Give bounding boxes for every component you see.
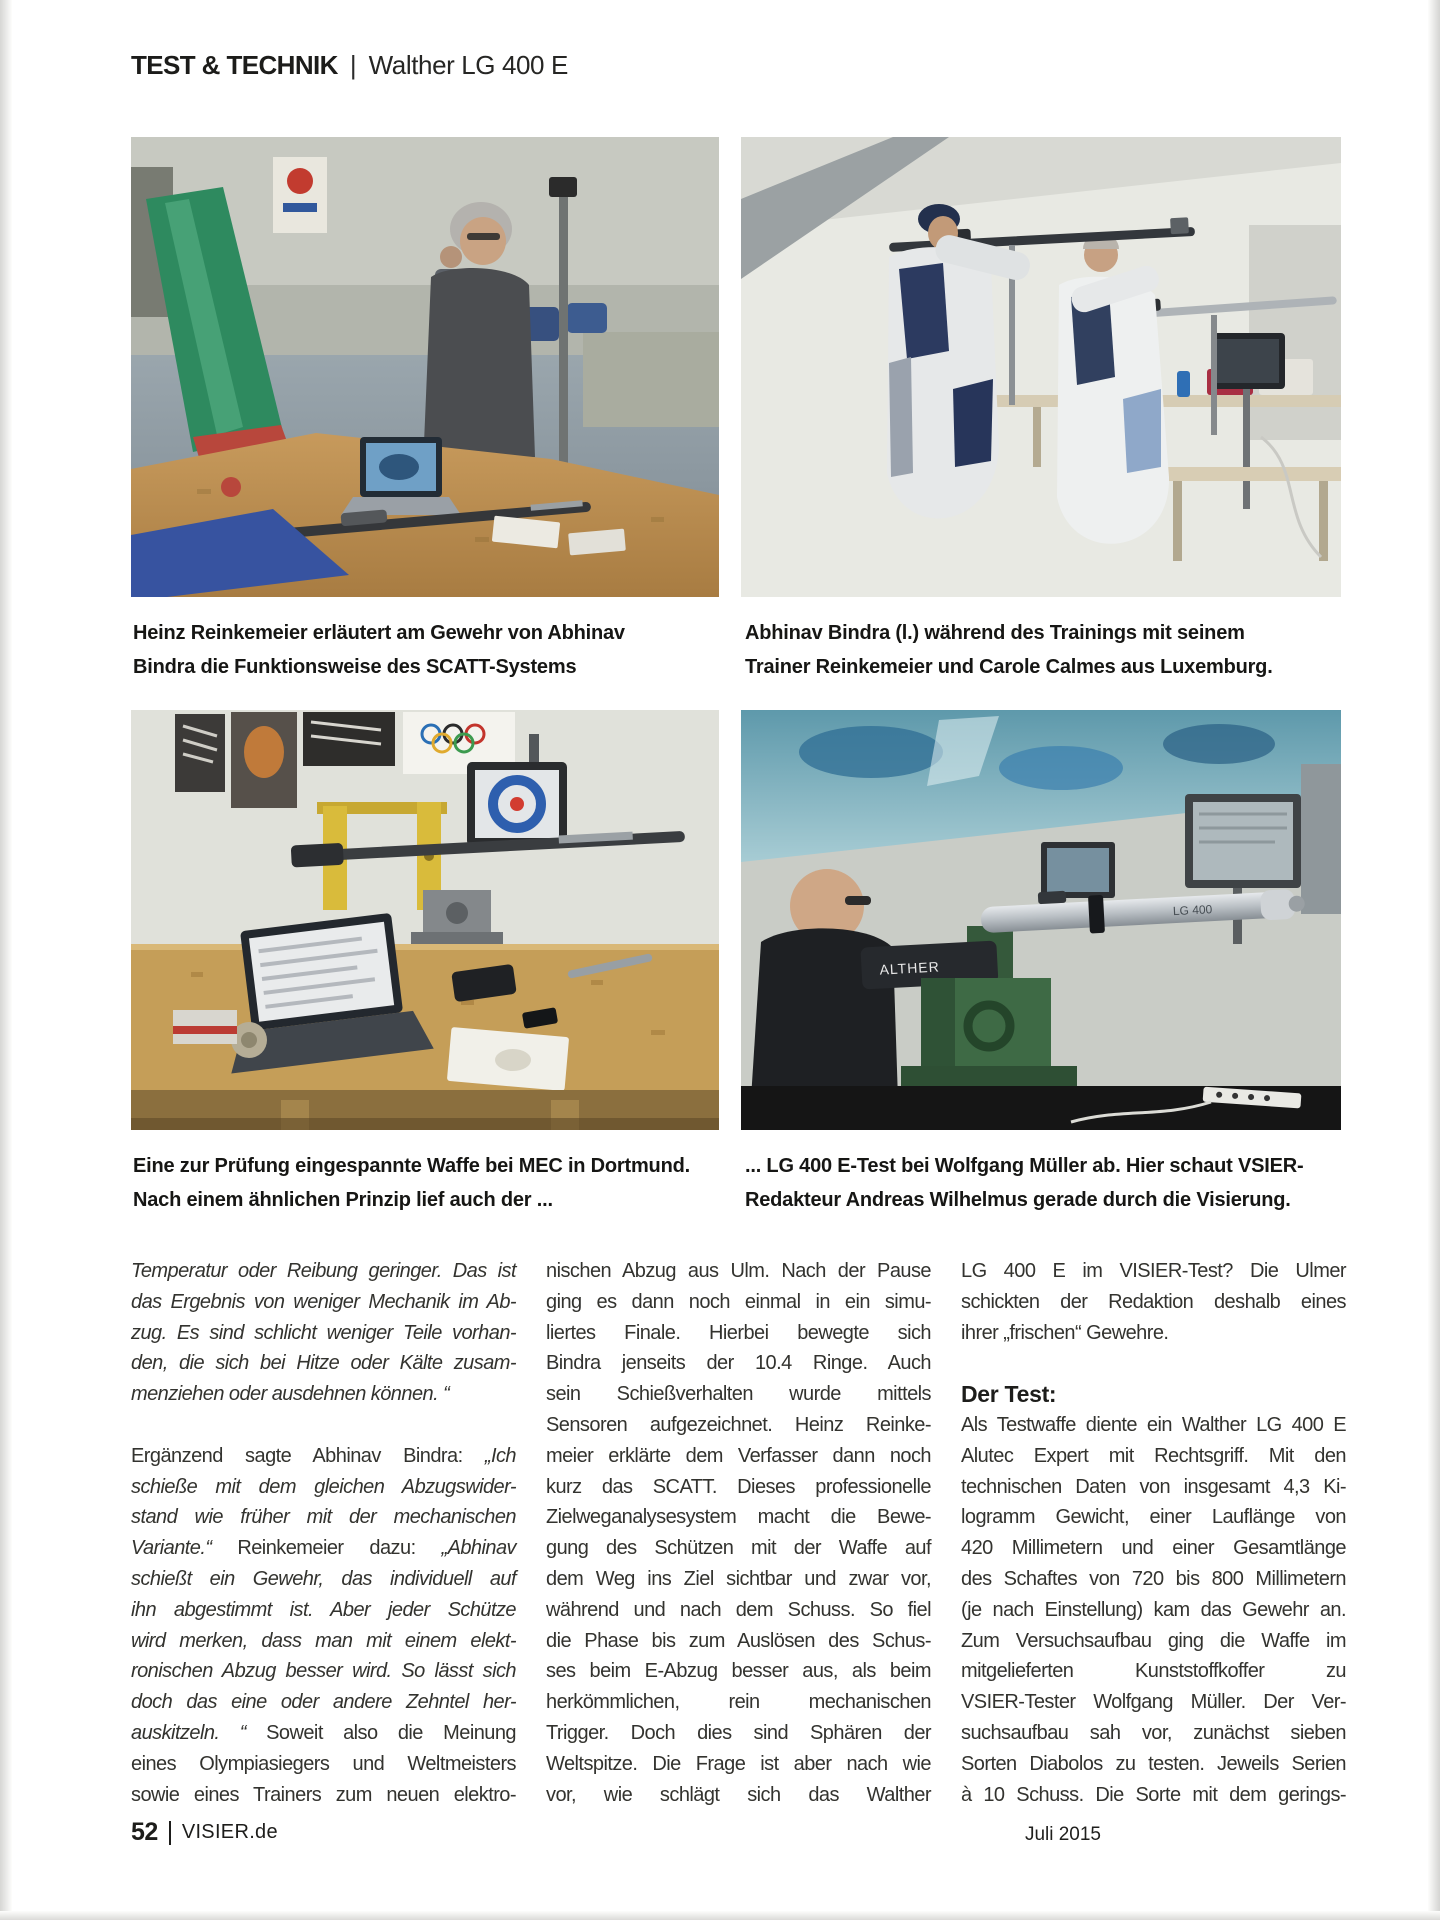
article-line: LG 400 E im VISIER-Test? Die Ulmer [961,1260,1346,1282]
stock-brand-label: ALTHER [879,958,941,978]
issue-date: Juli 2015 [1024,1824,1101,1845]
article-line: Sorten Diabolos zu testen. Jeweils Serien [961,1752,1346,1775]
article-line: ronischen Abzug besser wird. So lässt sich [131,1660,516,1683]
article-line: sein Schießverhalten wurde mittels [546,1383,931,1406]
article-line: ihn abgestimmt ist. Aber jeder Schütze [131,1598,516,1621]
article-line: Weltspitze. Die Frage ist aber nach wie [546,1752,931,1775]
photo-bindra-training [741,137,1341,597]
article-topic: Walther LG 400 E [368,50,568,80]
photo-illustration-range-table [131,137,719,597]
article-line: à 10 Schuss. Die Sorte mit dem gerings- [961,1783,1346,1806]
article-line: kurz das SCATT. Dieses professionelle [546,1475,931,1498]
camera-stand-shape [559,195,568,487]
article-line: schießt ein Gewehr, das individuell auf [131,1567,516,1590]
caption-line: Nach einem ähnlichen Prinzip lief auch der ... [133,1188,553,1211]
article-line: zug. Es sind schlicht weniger Teile vorhan- [131,1321,516,1344]
article-line: während und nach dem Schuss. So fiel [546,1598,931,1621]
photo-caption [133,617,625,684]
scan-edge-left [0,0,12,1920]
poster-shape [175,714,225,792]
article-line: (je nach Einstellung) kam das Gewehr an. [961,1598,1346,1621]
article-line: Zum Versuchsaufbau ging die Waffe im [961,1629,1346,1652]
article-line: 420 Millimetern und einer Gesamtlänge [961,1537,1346,1560]
scan-edge-right [1428,0,1440,1920]
article-line: auskitzeln. “ Soweit also die Meinung [131,1721,517,1744]
article-line: logramm Gewicht, einer Lauflänge von [961,1506,1346,1529]
photo-caption [745,1150,1303,1217]
article-line: mitgelieferten Kunststoffkoffer zu [961,1660,1346,1683]
paragraph-gap [961,1348,1346,1379]
photo-lg400-machine-rest [741,710,1341,1130]
photo-illustration-workbench [131,710,719,1130]
article-column-1 [131,1256,516,1810]
article-line: wird merken, dass man mit einem elekt- [131,1629,516,1652]
trainer-figure [460,217,506,265]
article-line: schickten der Redaktion deshalb eines [961,1290,1346,1313]
footer-divider [169,1821,171,1845]
paragraph-gap [131,1410,516,1441]
article-line: Zielweganalysesystem macht die Bewe- [546,1506,931,1529]
barrel-model-label: LG 400 [1172,902,1213,919]
article-line: ses beim E-Abzug besser aus, als beim [546,1660,931,1683]
article-line: doch das eine oder andere Zehntel her- [131,1691,516,1714]
article-line: den, die sich bei Hitze oder Kälte zusam- [131,1352,516,1375]
article-line: eines Olympiasiegers und Weltmeisters [131,1752,516,1775]
caption-line: ... LG 400 E-Test bei Wolfgang Müller ab. Hier schaut VSIER- [745,1155,1304,1177]
photo-reinkemeier-scatt [131,137,719,597]
section-kicker: TEST & TECHNIK [131,50,338,80]
caption-line: Heinz Reinkemeier erläutert am Gewehr von Abhinav [133,622,625,644]
photo-illustration-shooters [741,137,1341,597]
article-line: die Phase bis zum Auslösen des Schus- [546,1629,931,1652]
article-line: menziehen oder ausdehnen können. “ [131,1383,450,1406]
article-line: Temperatur oder Reibung geringer. Das ist [131,1260,516,1282]
article-line: sowie eines Trainers zum neuen elektro- [131,1783,516,1806]
article-line: das Ergebnis von weniger Mechanik im Ab- [131,1290,516,1313]
article-line: Variante.“ Reinkemeier dazu: „Abhinav [131,1537,516,1560]
article-line: ging es dann noch einmal in ein simu- [546,1290,931,1313]
article-column-2 [546,1256,931,1810]
article-line: stand wie früher mit der mechanischen [131,1506,516,1529]
article-line: Alutec Expert mit Rechtsgriff. Mit den [961,1444,1346,1467]
article-line: Als Testwaffe diente ein Walther LG 400 E [961,1413,1346,1436]
caption-line: Abhinav Bindra (l.) während des Trainings mit seinem [745,622,1245,644]
caption-line: Redakteur Andreas Wilhelmus gerade durch die Visierung. [745,1188,1291,1211]
article-line: herkömmlichen, rein mechanischen [546,1691,931,1714]
article-line: schieße mit dem gleichen Abzugswider- [131,1475,516,1498]
chair-shape [567,303,607,333]
caption-line: Eine zur Prüfung eingespannte Waffe bei MEC in Dortmund. [133,1155,690,1177]
article-line: des Schaftes von 720 bis 800 Millimetern [961,1567,1346,1590]
photo-caption [133,1150,690,1217]
caption-line: Bindra die Funktionsweise des SCATT-Systems [133,655,577,678]
article-line: ihrer „frischen“ Gewehre. [961,1321,1169,1344]
article-line: suchsaufbau sah vor, zunächst sieben [961,1721,1346,1744]
subheading: Der Test: [961,1381,1057,1408]
photo-caption [745,617,1273,684]
site-name: VISIER.de [181,1821,278,1843]
scan-edge-bottom [0,1911,1440,1920]
table-shape [1161,467,1341,481]
page-footer [131,1818,278,1847]
article-line: Ergänzend sagte Abhinav Bindra: „Ich [131,1444,516,1467]
article-line: nischen Abzug aus Ulm. Nach der Pause [546,1260,931,1282]
article-line: liertes Finale. Hierbei bewegte sich [546,1321,931,1344]
page-header [131,50,568,81]
article-line: gung des Schützen mit der Waffe auf [546,1537,931,1560]
article-line: Sensoren aufgezeichnet. Heinz Reinke- [546,1413,931,1436]
article-line: Bindra jenseits der 10.4 Ringe. Auch [546,1352,931,1375]
article-line: meier erklärte dem Verfasser dann noch [546,1444,931,1467]
photo-mec-testbench [131,710,719,1130]
article-line: vor, wie schlägt sich das Walther [546,1783,931,1806]
article-column-3 [961,1256,1346,1810]
article-line: Trigger. Doch dies sind Sphären der [546,1721,931,1744]
article-line: dem Weg ins Ziel sichtbar und zwar vor, [546,1567,931,1590]
article-line: VSIER-Tester Wolfgang Müller. Der Ver- [961,1691,1346,1714]
caption-line: Trainer Reinkemeier und Carole Calmes aus Luxemburg. [745,655,1273,678]
header-divider: | [349,50,357,80]
article-line: technischen Daten von insgesamt 4,3 Ki- [961,1475,1346,1498]
photo-illustration-machine-rest [741,710,1341,1130]
page-number: 52 [131,1818,158,1846]
